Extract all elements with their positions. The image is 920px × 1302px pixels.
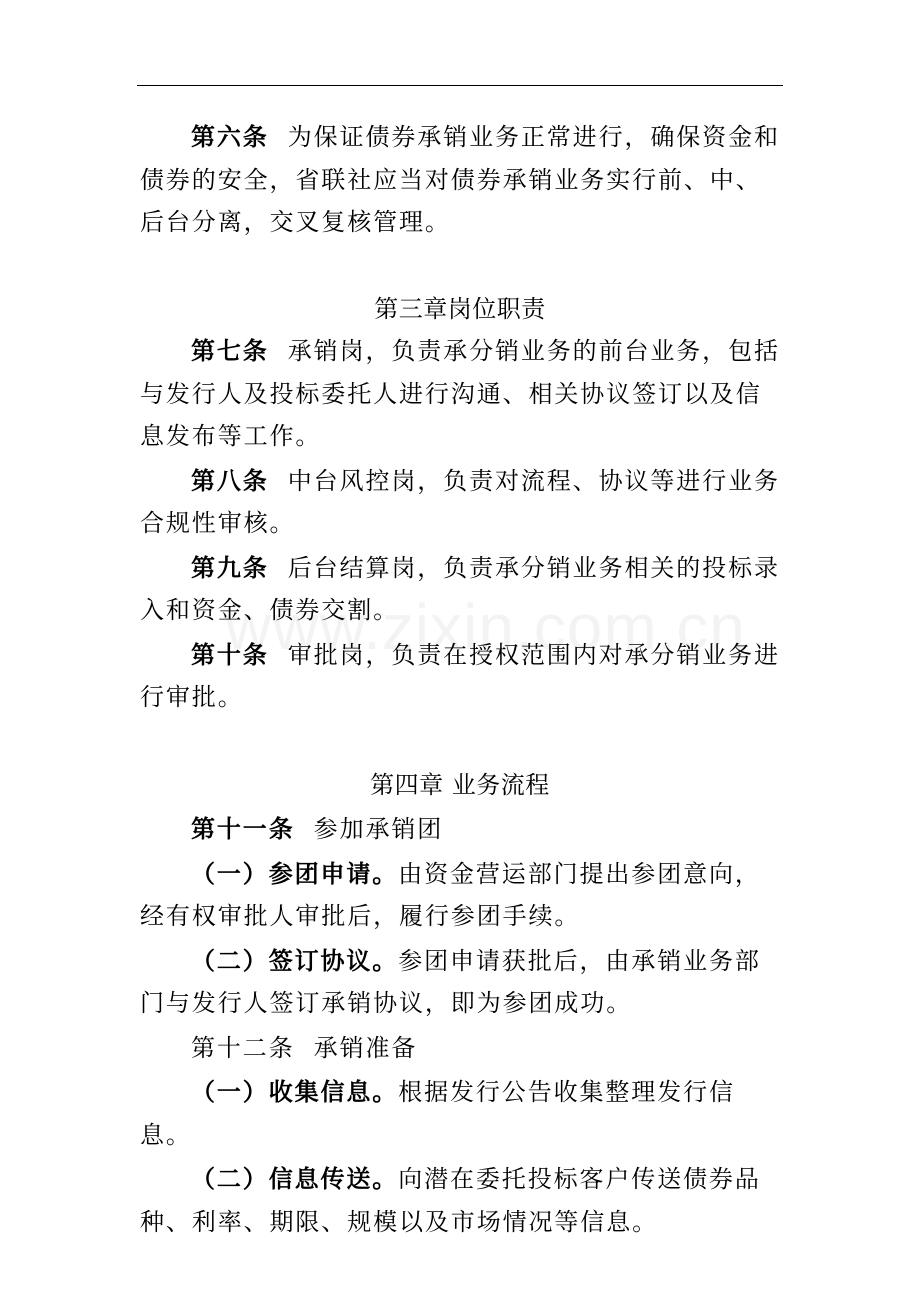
article-6 [140,116,780,244]
article-label: 第十条 [191,640,269,669]
article-text: 中台风控岗，负责对流程、协议等进行业务合规性审核。 [140,466,780,537]
article-label: 第十二条 [191,1033,295,1062]
article-12 [140,1027,780,1070]
article-7 [140,330,780,458]
article-text: 审批岗，负责在授权范围内对承分销业务进行审批。 [140,640,780,711]
chapter-3-heading: 第三章岗位职责 [374,294,546,323]
article-11-item-2 [140,940,780,1025]
article-text: 为保证债券承销业务正常进行，确保资金和债券的安全，省联社应当对债券承销业务实行前、中、后台分离，交叉复核管理。 [140,123,780,236]
article-label: 第七条 [191,337,269,365]
header-rule [137,85,783,86]
article-label: 第八条 [191,466,269,495]
article-12-item-2 [140,1158,780,1243]
item-text: 参团申请获批后，由承销业务部门与发行人签订承销协议，即为参团成功。 [140,946,761,1017]
article-11 [140,808,780,851]
article-label: 第十一条 [191,815,295,843]
article-label: 第六条 [191,123,269,151]
article-text: 承销准备 [313,1033,418,1062]
item-label: （一）参团申请。 [191,859,399,888]
item-text: 向潜在委托投标客户传送债券品种、利率、期限、规模以及市场情况等信息。 [140,1165,761,1236]
chapter-4-heading: 第四章 业务流程 [370,770,550,799]
article-9 [140,547,780,632]
article-11-item-1 [140,853,780,938]
item-text: 由资金营运部门提出参团意向，经有权审批人审批后，履行参团手续。 [140,859,761,930]
article-text: 承销岗，负责承分销业务的前台业务，包括与发行人及投标委托人进行沟通、相关协议签订以及信息发布等工作。 [140,337,780,450]
item-label: （二）信息传送。 [191,1165,399,1193]
item-text: 根据发行公告收集整理发行信息。 [140,1078,735,1149]
article-8 [140,460,780,545]
article-10 [140,634,780,719]
item-label: （二）签订协议。 [191,946,399,975]
article-text: 参加承销团 [313,815,444,843]
article-12-item-1 [140,1071,780,1156]
document-body [140,116,780,1243]
article-text: 后台结算岗，负责承分销业务相关的投标录入和资金、债券交割。 [140,553,780,624]
article-label: 第九条 [191,553,269,582]
item-label: （一）收集信息。 [191,1078,399,1106]
